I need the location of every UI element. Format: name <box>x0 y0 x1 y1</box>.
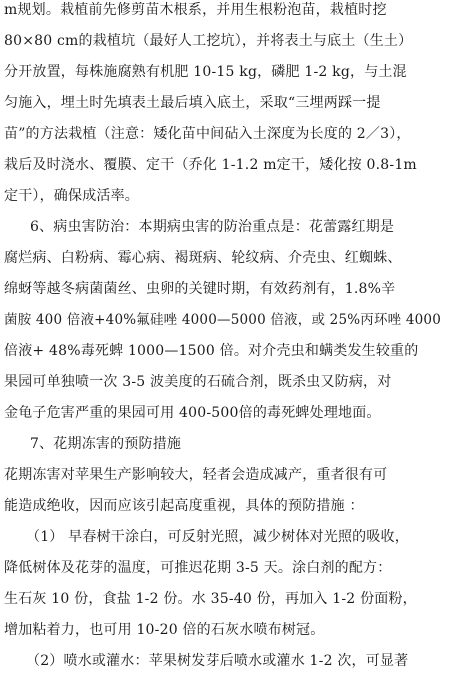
section-heading-frost-prevention: 7、花期冻害的预防措施 <box>30 436 182 452</box>
paragraph-line: 倍液+ 48%毒死蜱 1000—1500 倍。对介壳虫和螨类发生较重的 <box>4 343 419 359</box>
paragraph-line: 花期冻害对苹果生产影响较大，轻者会造成减产，重者很有可 <box>4 467 388 483</box>
paragraph-line: 降低树体及花芽的温度，可推迟花期 3-5 天。涂白剂的配方： <box>4 560 392 576</box>
list-item-2: （2）喷水或灌水：苹果树发芽后喷水或灌水 1-2 次，可显著 <box>26 653 409 669</box>
paragraph-line: 苗”的方法栽植（注意：矮化苗中间砧入土深度为长度的 2／3）， <box>4 126 411 142</box>
list-item-1: （1） 早春树干涂白，可反射光照，减少树体对光照的吸收， <box>26 529 409 545</box>
paragraph-line: 匀施入，埋土时先填表土最后填入底土，采取“三埋两踩一提 <box>4 95 381 111</box>
paragraph-line: 生石灰 10 份，食盐 1-2 份。水 35-40 份，再加入 1-2 份面粉， <box>4 591 417 607</box>
paragraph-line: 绵蚜等越冬病菌菌丝、虫卵的关键时期，有效药剂有，1.8%辛 <box>4 281 396 297</box>
paragraph-line: 腐烂病、白粉病、霉心病、褐斑病、轮纹病、介壳虫、红蜘蛛、 <box>4 250 402 266</box>
paragraph-line: 果园可单独喷一次 3-5 波美度的石硫合剂，既杀虫又防病，对 <box>4 374 392 390</box>
paragraph-line: 定干），确保成活率。 <box>4 188 139 204</box>
paragraph-line: m规划。栽植前先修剪苗木根系，并用生根粉泡苗，栽植时挖 <box>4 2 387 18</box>
paragraph-line: 分开放置，每株施腐熟有机肥 10-15 kg，磷肥 1-2 kg，与土混 <box>4 64 407 80</box>
paragraph-line: 增加粘着力，也可用 10-20 倍的石灰水喷布树冠。 <box>4 622 325 638</box>
paragraph-line: 80×80 cm的栽植坑（最好人工挖坑），并将表土与底土（生土） <box>4 33 413 49</box>
paragraph-line: 菌胺 400 倍液+40%氟硅唑 4000—5000 倍液，或 25%丙环唑 4000 <box>4 312 442 328</box>
paragraph-line: 能造成绝收，因而应该引起高度重视，具体的预防措施 ： <box>4 498 364 514</box>
section-heading-pest-control: 6、病虫害防治：本期病虫害的防治重点是：花蕾露红期是 <box>30 219 395 235</box>
paragraph-line: 金龟子危害严重的果园可用 400-500倍的毒死蜱处理地面。 <box>4 405 381 421</box>
paragraph-line: 栽后及时浇水、覆膜、定干（乔化 1-1.2 m定干，矮化按 0.8-1m <box>4 157 417 173</box>
